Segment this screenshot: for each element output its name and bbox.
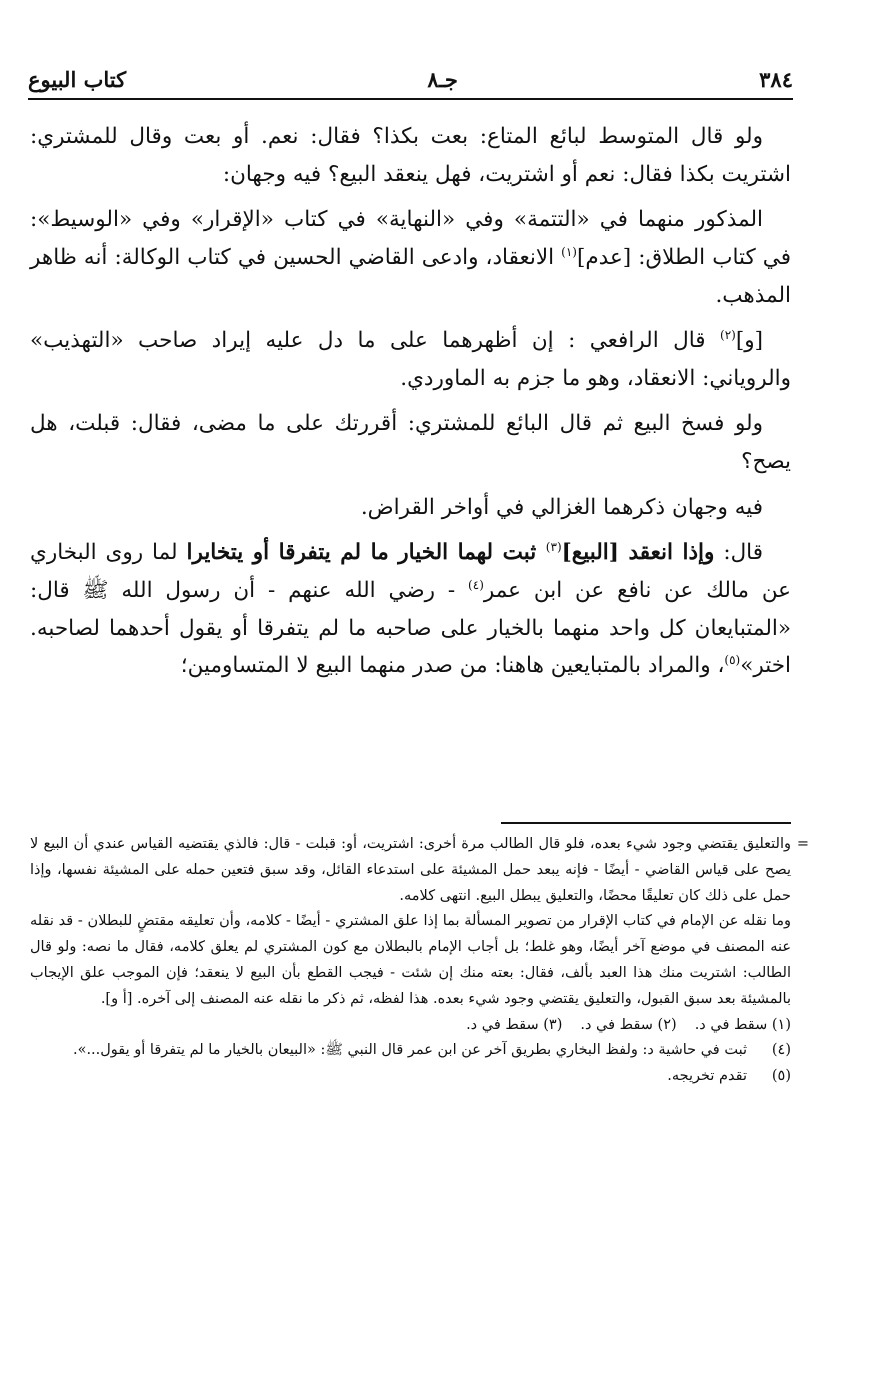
continuation-mark: =	[796, 836, 809, 852]
page-number: ٣٨٤	[759, 67, 793, 92]
footnote-continuation-1	[30, 832, 809, 909]
matn-bold-b: ثبت لهما الخيار ما لم يتفرقا أو يتخايرا	[186, 540, 546, 566]
paragraph-6-text-d: - رضي الله عنهم - أن رسول الله ﷺ قال: «المتبايعان كل واحد منهما بالخيار على صاحبه ما لم يتفرقا أو يقول أحدهما لصاحبه. اختر»	[30, 577, 791, 679]
footnote-5-text: تقدم تخريجه.	[667, 1068, 747, 1085]
footnote-ref-3[interactable]: (٣)	[545, 540, 562, 555]
paragraph-6	[30, 534, 791, 685]
footnote-4-text: ثبت في حاشية د: ولفظ البخاري بطريق آخر عن ابن عمر قال النبي ﷺ: «البيعان بالخيار ما لم يتفرقا أو يقول...».	[72, 1042, 747, 1059]
footnote-3-text: سقط في د.	[466, 1016, 539, 1033]
paragraph-2	[30, 201, 791, 314]
matn-bold-a: وإذا انعقد [البيع]	[561, 540, 715, 566]
paragraph-2-text-b: الانعقاد، وادعى القاضي الحسين في كتاب الوكالة: أنه ظاهر المذهب.	[30, 244, 791, 308]
footnote-2-number: (٢)	[657, 1016, 677, 1033]
footnote-3	[466, 1013, 562, 1039]
footnote-5	[30, 1064, 791, 1090]
paragraph-2-text-a: المذكور منهما في «التتمة» وفي «النهاية» في كتاب «الإقرار» وفي «الوسيط»: في كتاب الطلاق: [عدم]	[30, 207, 791, 270]
volume-label: جـ٨	[427, 67, 458, 92]
footnotes-1-3-row	[30, 1013, 791, 1039]
running-header	[28, 56, 793, 92]
paragraph-4: ولو فسخ البيع ثم قال البائع للمشتري: أقررتك على ما مضى، فقال: قبلت، هل يصح؟	[30, 411, 791, 474]
footnotes	[30, 832, 809, 1090]
footnote-divider	[501, 822, 791, 824]
footnote-3-number: (٣)	[543, 1016, 563, 1033]
footnote-1-number: (١)	[771, 1016, 791, 1033]
book-title: كتاب البيوع	[28, 67, 127, 92]
footnote-ref-2[interactable]: (٢)	[720, 327, 736, 342]
paragraph-5: فيه وجهان ذكرهما الغزالي في أواخر القراض.	[360, 494, 763, 520]
footnote-1	[695, 1013, 791, 1039]
paragraph-6-text-e: ، والمراد بالمتبايعين هاهنا: من صدر منهما البيع لا المتساومين؛	[180, 653, 725, 679]
paragraph-3-text-b: قال الرافعي : إن أظهرهما على ما دل عليه إيراد صاحب «التهذيب» والروياني: الانعقاد، وهو ما جزم به الماوردي.	[30, 328, 791, 391]
paragraph-6-lead: قال:	[714, 540, 764, 566]
footnote-2	[580, 1013, 676, 1039]
paragraph-1: ولو قال المتوسط لبائع المتاع: بعت بكذا؟ فقال: نعم. أو بعت وقال للمشتري: اشتريت بكذا فقال: نعم أو اشتريت، فهل ينعقد البيع؟ فيه وجهان:	[30, 124, 791, 187]
paragraph-3-text-a: [و]	[735, 328, 763, 354]
footnote-ref-1[interactable]: (١)	[561, 244, 577, 259]
footnote-continuation-1-text: والتعليق يقتضي وجود شيء بعده، فلو قال الطالب مرة أخرى: اشتريت، أو: قبلت - قال: فالذي يقتضيه القياس عندي أن البيع لا يصح على قياس القاضي - أيضًا - فإنه يبعد حمل المشيئة على استدعاء القائل، وقد سبق فتعين حمله على المشيئة نفسها، وإذا حمل على ذلك كان تعليقًا محضًا، والتعليق يبطل البيع. انتهى كلامه.	[30, 836, 791, 904]
footnote-5-number: (٥)	[771, 1068, 791, 1085]
footnote-4-number: (٤)	[771, 1042, 791, 1059]
footnote-ref-5[interactable]: (٥)	[724, 652, 741, 667]
footnote-1-text: سقط في د.	[694, 1016, 768, 1033]
paragraph-6-text-c: لما روى البخاري عن مالك عن نافع عن ابن عمر	[30, 540, 792, 603]
header-divider	[28, 98, 793, 100]
footnote-continuation-2: وما نقله عن الإمام في كتاب الإقرار من تصوير المسألة بما إذا علق المشتري - أيضًا - كلامه، وأن تعليقه مقتضٍ للبطلان - قد نقله عنه المصنف في موضع آخر أيضًا، وهو غلط؛ بل أجاب الإمام بالبطلان مع كون المشتري لم يعلق كلامه، فقال ما نصه: ولو قال الطالب: اشتريت منك هذا العبد بألف، فقال: بعته منك إن شئت - فيجب القطع بأن البيع لا ينعقد؛ فإن الموجب علق الإيجاب بالمشيئة بعد سبق القبول، والتعليق يقتضي وجود شيء بعده. هذا لفظه، ثم ذكر ما نقله عنه المصنف إلى آخره. [أ و].	[30, 913, 791, 1007]
paragraph-3	[30, 322, 791, 397]
footnote-2-text: سقط في د.	[580, 1016, 653, 1033]
footnote-4	[30, 1038, 791, 1064]
main-text	[30, 118, 791, 693]
footnote-ref-4[interactable]: (٤)	[468, 577, 484, 592]
